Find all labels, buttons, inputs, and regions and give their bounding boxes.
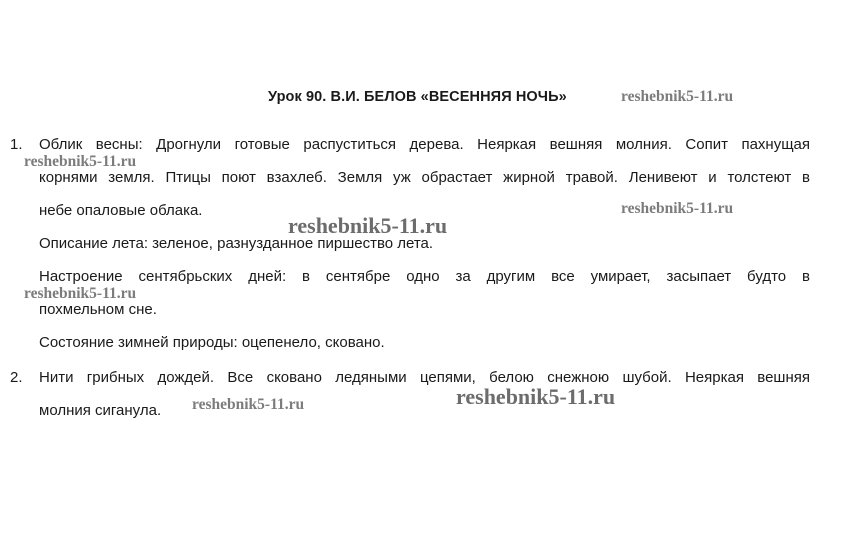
item-line: корнями земля. Птицы поют взахлеб. Земля уж обрастает жирной травой. Ленивеют и толстеют в [39, 169, 810, 186]
item-line: Облик весны: Дрогнули готовые распуститься дерева. Неяркая вешняя молния. Сопит пахнущая [39, 136, 810, 153]
item-line: небе опаловые облака. [39, 202, 203, 219]
watermark: reshebnik5-11.ru [621, 200, 734, 217]
paragraph-winter: Состояние зимней природы: оцепенело, сковано. [39, 334, 385, 351]
paragraph-summer: Описание лета: зеленое, разнузданное пиршество лета. [39, 235, 434, 252]
paragraph-september: Настроение сентябрьских дней: в сентябре одно за другим все умирает, засыпает будто в [39, 268, 810, 285]
watermark: reshebnik5-11.ru [456, 384, 616, 409]
watermark: reshebnik5-11.ru [621, 88, 734, 105]
item-number: 2. [10, 369, 23, 386]
paragraph-september-cont: похмельном сне. [39, 301, 157, 318]
item-number: 1. [10, 136, 23, 153]
watermark: reshebnik5-11.ru [192, 396, 305, 413]
watermark: reshebnik5-11.ru [24, 285, 137, 302]
watermark: reshebnik5-11.ru [24, 153, 137, 170]
watermark: reshebnik5-11.ru [288, 213, 448, 238]
page-title: Урок 90. В.И. БЕЛОВ «ВЕСЕННЯЯ НОЧЬ» [268, 89, 567, 105]
item-line: молния сиганула. [39, 402, 162, 419]
item-line: Нити грибных дождей. Все сковано ледяными цепями, белою снежною шубой. Неяркая вешняя [39, 369, 810, 386]
